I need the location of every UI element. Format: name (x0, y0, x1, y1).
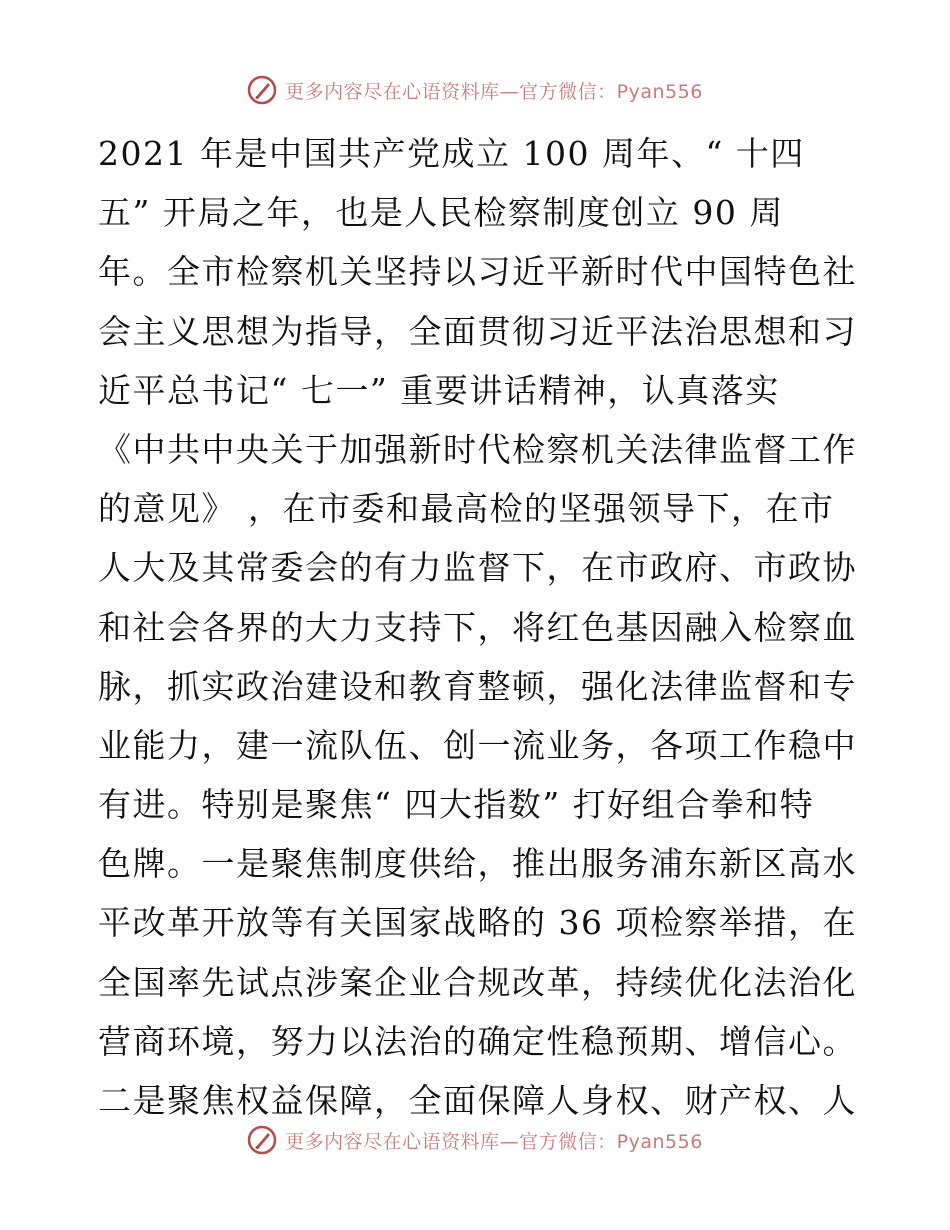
quill-pen-logo-icon (247, 75, 277, 105)
text-line: 有进。特别是聚焦“ 四大指数” 打好组合拳和特 (98, 785, 815, 825)
footer-banner (0, 1120, 950, 1160)
footer-banner-text: 更多内容尽在心语资料库—官方微信：Pyan556 (285, 1130, 703, 1153)
text-line: 五” 开局之年，也是人民检察制度创立 90 周 (98, 193, 784, 233)
text-line: 《中共中央关于加强新时代检察机关法律监督工作 (98, 429, 857, 469)
text-line: 会主义思想为指导，全面贯彻习近平法治思想和习 (98, 311, 857, 351)
text-line: 2021 年是中国共产党成立 100 周年、“ 十四 (98, 134, 805, 173)
text-line: 业能力，建一流队伍、创一流业务，各项工作稳中 (98, 725, 857, 765)
text-line: 平改革开放等有关国家战略的 36 项检察举措，在 (98, 903, 857, 943)
text-line: 脉，抓实政治建设和教育整顿，强化法律监督和专 (98, 666, 857, 706)
document-body (98, 124, 857, 1130)
text-line: 色牌。一是聚焦制度供给，推出服务浦东新区高水 (98, 844, 857, 884)
text-line: 人大及其常委会的有力监督下，在市政府、市政协 (98, 548, 857, 588)
text-line: 二是聚焦权益保障，全面保障人身权、财产权、人 (98, 1081, 857, 1120)
header-banner-text: 更多内容尽在心语资料库—官方微信：Pyan556 (285, 80, 703, 103)
text-line: 营商环境，努力以法治的确定性稳预期、增信心。 (98, 1021, 857, 1061)
header-banner (0, 70, 950, 110)
quill-pen-logo-icon (247, 1125, 277, 1155)
text-line: 和社会各界的大力支持下，将红色基因融入检察血 (98, 607, 857, 647)
text-line: 近平总书记“ 七一” 重要讲话精神，认真落实 (98, 370, 780, 410)
text-line: 年。全市检察机关坚持以习近平新时代中国特色社 (98, 252, 857, 292)
text-line: 的意见》 ，在市委和最高检的坚强领导下，在市 (98, 489, 835, 529)
text-line: 全国率先试点涉案企业合规改革，持续优化法治化 (98, 962, 857, 1002)
